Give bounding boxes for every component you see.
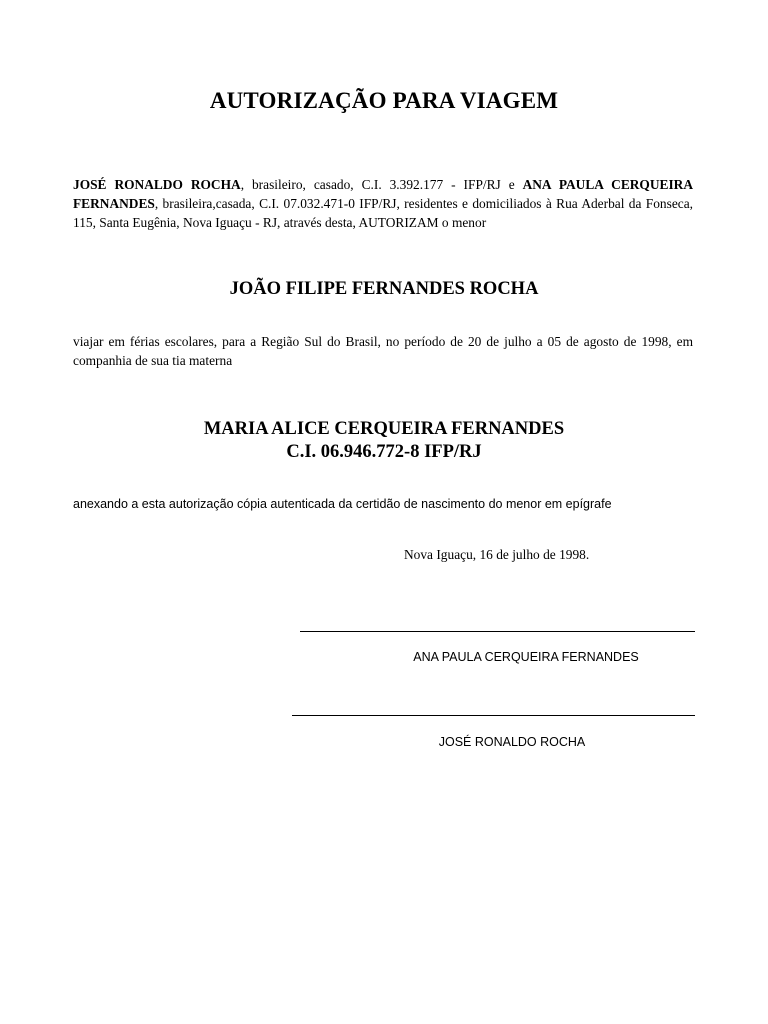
parent2-details: , brasileira,casada, C.I. 07.032.471-0 IFP/RJ, residentes e domiciliados à Rua Aderbal da Fonseca, 115, Santa Eugênia, Nova Iguaçu - RJ, através desta, AUTORIZAM o menor <box>73 196 693 230</box>
signature-name: JOSÉ RONALDO ROCHA <box>438 735 586 749</box>
place-date: Nova Iguaçu, 16 de julho de 1998. <box>404 547 590 562</box>
signature-line <box>292 715 695 716</box>
minor-name: JOÃO FILIPE FERNANDES ROCHA <box>229 279 539 299</box>
companion-name: MARIA ALICE CERQUEIRA FERNANDES <box>203 419 565 439</box>
annex-text: anexando a esta autorização cópia autenticada da certidão de nascimento do menor em epígrafe <box>73 497 612 511</box>
parent1-details: , brasileiro, casado, C.I. 3.392.177 - IFP/RJ e <box>240 177 523 192</box>
document-title: AUTORIZAÇÃO PARA VIAGEM <box>209 88 559 113</box>
signature-line <box>300 631 695 632</box>
companion-ci: C.I. 06.946.772-8 IFP/RJ <box>286 442 482 462</box>
travel-paragraph: viajar em férias escolares, para a Região Sul do Brasil, no período de 20 de julho a 05 de agosto de 1998, em companhia de sua tia materna <box>73 334 693 368</box>
parent2-name: ANA PAULA CERQUEIRA FERNANDES <box>73 177 693 211</box>
parent1-name: JOSÉ RONALDO ROCHA <box>73 177 241 192</box>
authorization-paragraph <box>73 175 693 232</box>
signature-name: ANA PAULA CERQUEIRA FERNANDES <box>413 650 639 664</box>
